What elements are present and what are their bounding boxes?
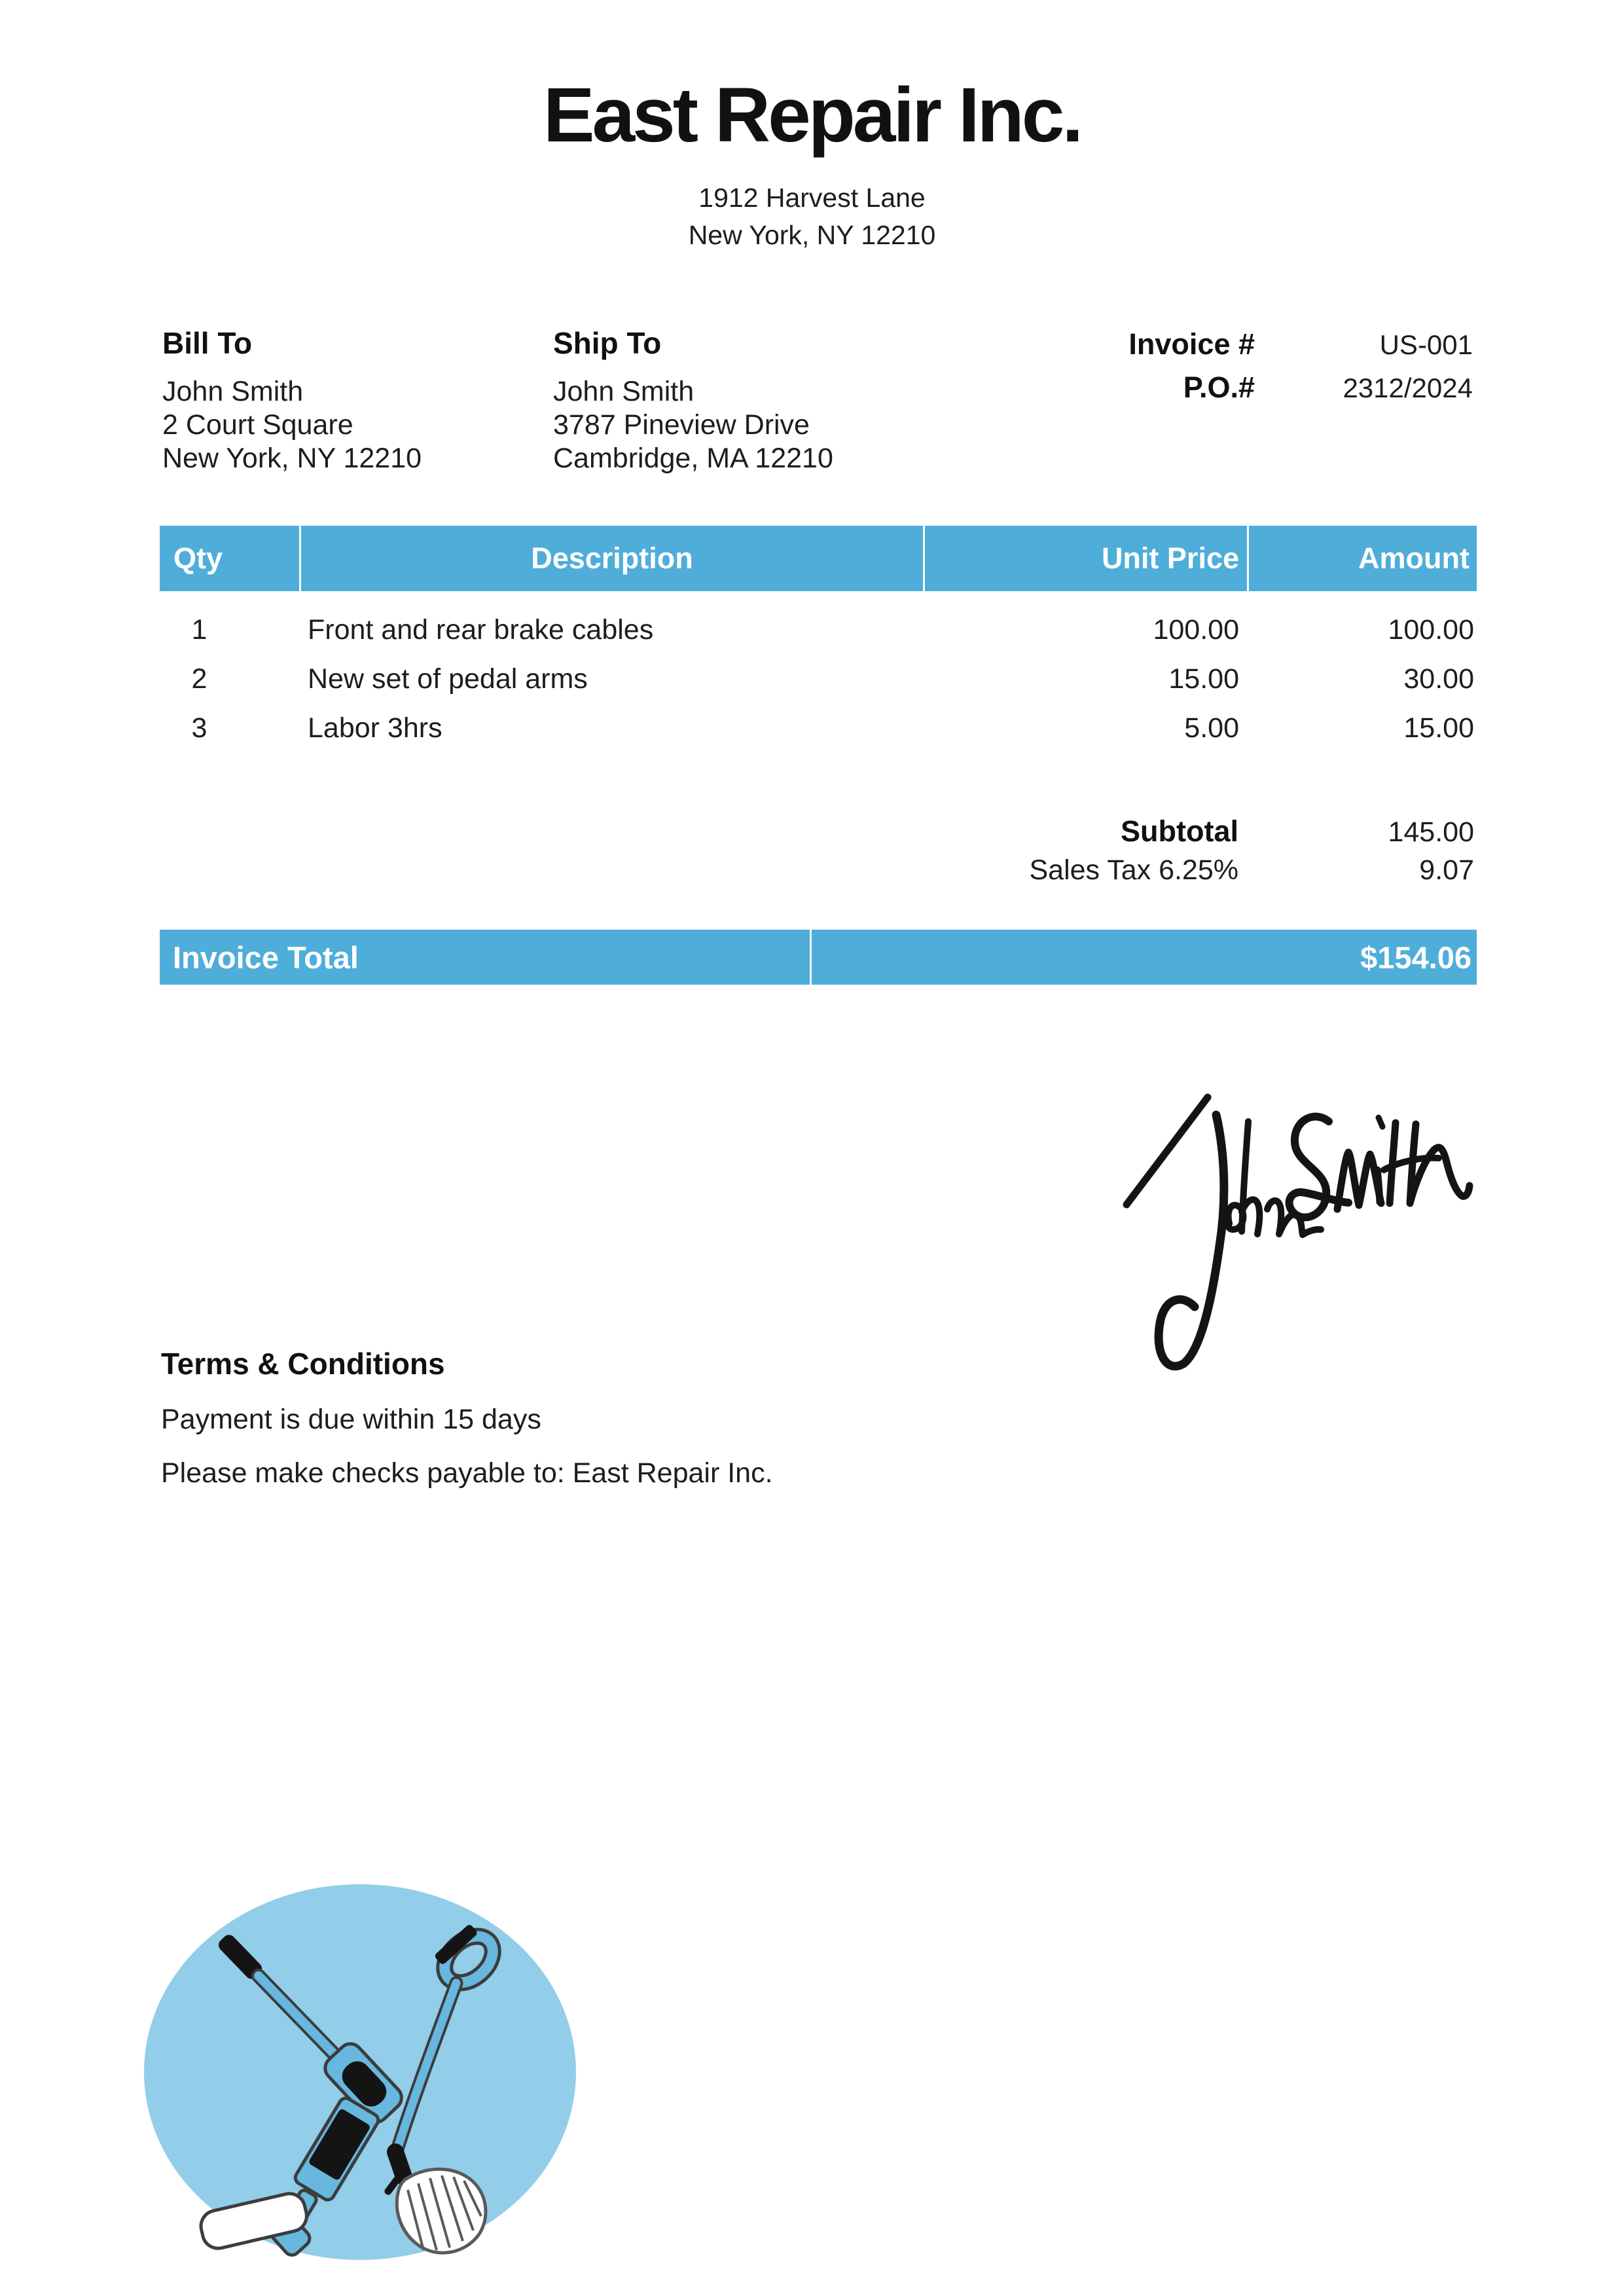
row-amount: 100.00 <box>1388 614 1474 646</box>
ship-to-address-line1: 3787 Pineview Drive <box>553 409 810 441</box>
header-description: Description <box>299 526 923 591</box>
signature <box>1118 1084 1475 1372</box>
company-address-line1: 1912 Harvest Lane <box>698 183 926 213</box>
company-logo <box>143 1884 577 2261</box>
terms-line1: Payment is due within 15 days <box>161 1404 541 1435</box>
row-unit-price: 5.00 <box>1184 712 1239 744</box>
mop-head <box>397 2169 486 2253</box>
table-row <box>160 655 1477 704</box>
row-qty: 2 <box>191 663 208 695</box>
items-table <box>160 526 1477 753</box>
invoice-meta-block <box>1128 327 1473 414</box>
invoice-total-bar <box>160 930 1477 985</box>
invoice-number-row <box>1128 327 1473 362</box>
row-amount: 30.00 <box>1403 663 1474 695</box>
subtotal-label: Subtotal <box>1121 814 1238 848</box>
row-description: Front and rear brake cables <box>308 614 654 646</box>
ship-to-block <box>553 325 833 475</box>
signature-mith-stroke <box>1337 1123 1470 1209</box>
header-amount: Amount <box>1247 526 1477 591</box>
table-row <box>160 704 1477 753</box>
invoice-total-value: $154.06 <box>1360 939 1471 975</box>
sales-tax-value: 9.07 <box>1419 854 1474 886</box>
bill-to-address-line1: 2 Court Square <box>162 409 353 441</box>
sales-tax-row <box>160 854 1477 894</box>
signature-i-dot-stroke <box>1379 1118 1382 1127</box>
items-table-body <box>160 606 1477 753</box>
table-row <box>160 606 1477 655</box>
company-address <box>0 179 1624 254</box>
ship-to-address-line2: Cambridge, MA 12210 <box>553 443 833 474</box>
invoice-number-label: Invoice # <box>1128 327 1255 361</box>
row-description: Labor 3hrs <box>308 712 442 744</box>
row-description: New set of pedal arms <box>308 663 588 695</box>
po-number-value: 2312/2024 <box>1343 373 1473 403</box>
ship-to-name: John Smith <box>553 376 695 407</box>
sales-tax-label: Sales Tax 6.25% <box>1029 854 1238 886</box>
bill-to-name: John Smith <box>162 376 304 407</box>
subtotal-row <box>160 814 1477 854</box>
po-number-label: P.O.# <box>1183 371 1255 404</box>
bill-to-heading: Bill To <box>162 326 253 360</box>
totals-block <box>160 814 1477 894</box>
invoice-total-label: Invoice Total <box>160 930 812 985</box>
terms-heading: Terms & Conditions <box>161 1347 445 1381</box>
subtotal-value: 145.00 <box>1388 816 1474 848</box>
bill-to-block <box>162 325 422 475</box>
po-number-row <box>1128 371 1473 405</box>
row-unit-price: 15.00 <box>1168 663 1239 695</box>
row-qty: 1 <box>191 614 208 646</box>
invoice-number-value: US-001 <box>1379 329 1473 360</box>
header-qty: Qty <box>173 541 223 575</box>
header-unit-price: Unit Price <box>923 526 1247 591</box>
row-unit-price: 100.00 <box>1153 614 1239 646</box>
signature-flourish-stroke <box>1127 1097 1208 1205</box>
row-amount: 15.00 <box>1403 712 1474 744</box>
row-qty: 3 <box>191 712 208 744</box>
ship-to-heading: Ship To <box>553 326 662 360</box>
company-address-line2: New York, NY 12210 <box>688 220 936 250</box>
terms-line2: Please make checks payable to: East Repair Inc. <box>161 1457 773 1489</box>
bill-to-address-line2: New York, NY 12210 <box>162 443 422 474</box>
company-name: East Repair Inc. <box>543 72 1081 158</box>
items-table-header <box>160 526 1477 591</box>
